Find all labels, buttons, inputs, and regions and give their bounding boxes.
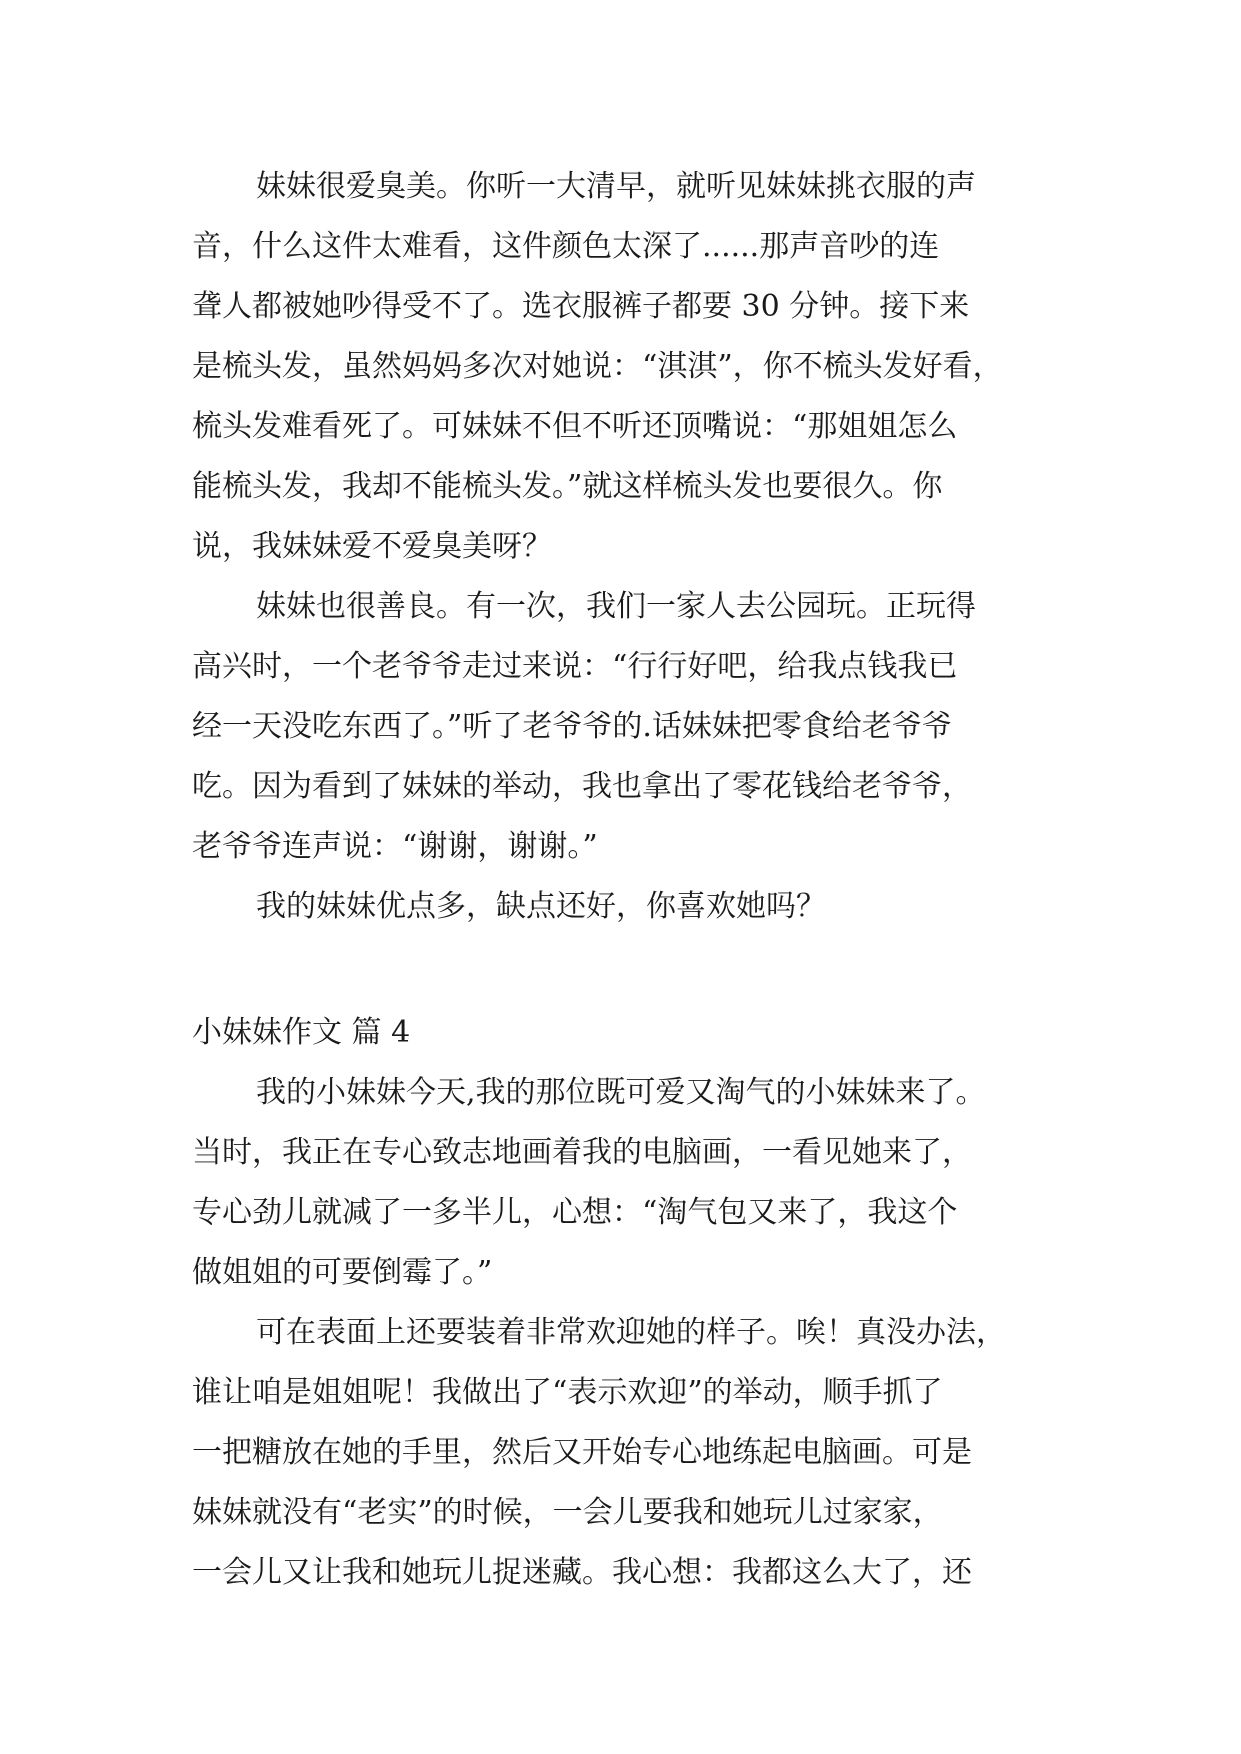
paragraph-line: 能梳头发，我却不能梳头发。”就这样梳头发也要很久。你 — [192, 469, 943, 504]
paragraph-line: 可在表面上还要装着非常欢迎她的样子。唉！真没办法， — [256, 1315, 1006, 1350]
paragraph-line: 说，我妹妹爱不爱臭美呀？ — [192, 529, 552, 564]
paragraph-line: 经一天没吃东西了。”听了老爷爷的.话妹妹把零食给老爷爷 — [192, 709, 952, 744]
section-title: 小妹妹作文 篇 4 — [192, 1015, 411, 1050]
paragraph-line: 妹妹也很善良。有一次，我们一家人去公园玩。正玩得 — [256, 589, 976, 624]
paragraph-line: 谁让咱是姐姐呢！我做出了“表示欢迎”的举动，顺手抓了 — [192, 1375, 943, 1410]
paragraph-line: 我的妹妹优点多，缺点还好，你喜欢她吗？ — [256, 889, 826, 924]
paragraph-line: 一会儿又让我和她玩儿捉迷藏。我心想：我都这么大了，还 — [192, 1555, 972, 1590]
paragraph — [192, 577, 1072, 877]
paragraph — [192, 1063, 1072, 1303]
paragraph-line: 音，什么这件太难看，这件颜色太深了......那声音吵的连 — [192, 229, 940, 264]
paragraph-line: 是梳头发，虽然妈妈多次对她说：“淇淇”，你不梳头发好看， — [192, 349, 1003, 384]
paragraph-line: 做姐姐的可要倒霉了。” — [192, 1255, 493, 1290]
paragraph-line: 妹妹很爱臭美。你听一大清早，就听见妹妹挑衣服的声 — [256, 169, 976, 204]
paragraph-line: 聋人都被她吵得受不了。选衣服裤子都要 30 分钟。接下来 — [192, 289, 970, 324]
paragraph-line: 当时，我正在专心致志地画着我的电脑画，一看见她来了， — [192, 1135, 972, 1170]
paragraph-line: 梳头发难看死了。可妹妹不但不听还顶嘴说：“那姐姐怎么 — [192, 409, 958, 444]
paragraph-line: 老爷爷连声说：“谢谢，谢谢。” — [192, 829, 598, 864]
paragraph — [192, 877, 1072, 937]
paragraph — [192, 1303, 1072, 1603]
paragraph — [192, 157, 1072, 577]
paragraph-line: 我的小妹妹今天,我的那位既可爱又淘气的小妹妹来了。 — [256, 1075, 986, 1110]
paragraph-line: 妹妹就没有“老实”的时候，一会儿要我和她玩儿过家家， — [192, 1495, 943, 1530]
paragraph-line: 专心劲儿就减了一多半儿，心想：“淘气包又来了，我这个 — [192, 1195, 958, 1230]
document-body — [192, 157, 1072, 1603]
paragraph-line: 高兴时，一个老爷爷走过来说：“行行好吧，给我点钱我已 — [192, 649, 958, 684]
paragraph-line: 吃。因为看到了妹妹的举动，我也拿出了零花钱给老爷爷， — [192, 769, 972, 804]
section-spacer — [192, 937, 1072, 1003]
paragraph-line: 一把糖放在她的手里，然后又开始专心地练起电脑画。可是 — [192, 1435, 972, 1470]
